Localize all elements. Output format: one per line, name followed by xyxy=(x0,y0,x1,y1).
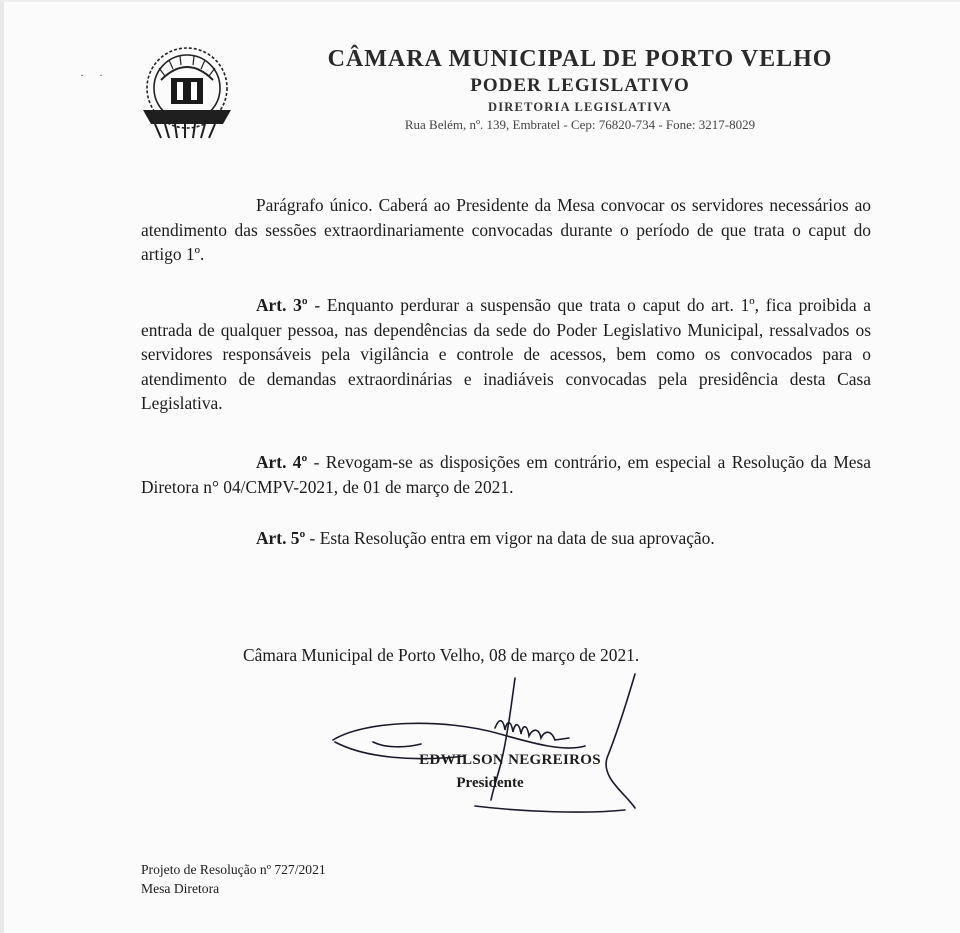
article-3 xyxy=(141,293,871,416)
article-3-text: - Enquanto perdurar a suspensão que trata o caput do art. 1º, fica proibida a entrada de qualquer pessoa, nas dependências da sede do Poder Legislativo Municipal, ressalvados os servidores responsáveis pela vigilância e controle de acessos, bem como os convocados para o atendimento de demandas extraordinárias e inadiáveis convocadas pela presidência desta Casa Legislativa. xyxy=(141,295,872,414)
handwritten-signature xyxy=(325,668,655,818)
paragraph-single xyxy=(141,193,871,267)
resolution-project-number: Projeto de Resolução nº 727/2021 xyxy=(141,862,326,877)
article-5 xyxy=(141,526,871,551)
place-date-line: Câmara Municipal de Porto Velho, 08 de março de 2021. xyxy=(243,645,640,665)
article-5-text: - Esta Resolução entra em vigor na data de sua aprovação. xyxy=(305,528,715,548)
letterhead xyxy=(300,44,860,134)
chamber-seal-logo xyxy=(135,40,240,145)
paragraph-single-text: Parágrafo único. Caberá ao Presidente da Mesa convocar os servidores necessários ao atendimento das sessões extraordinariamente convocadas durante o período de que trata o caput do artigo 1º. xyxy=(141,195,871,265)
document-footer xyxy=(141,860,326,898)
signer-role: Presidente xyxy=(456,775,524,791)
scan-dots: · · xyxy=(80,68,109,82)
article-3-label: Art. 3º xyxy=(256,295,308,315)
branch-subtitle: PODER LEGISLATIVO xyxy=(470,75,690,96)
article-4-label: Art. 4º xyxy=(256,452,308,472)
address-line: Rua Belém, nº. 139, Embratel - Cep: 76820-734 - Fone: 3217-8029 xyxy=(404,117,756,132)
signer-name: EDWILSON NEGREIROS xyxy=(419,752,601,768)
article-5-label: Art. 5º xyxy=(256,528,306,548)
article-4 xyxy=(141,450,871,499)
directorate-label: DIRETORIA LEGISLATIVA xyxy=(488,100,672,114)
article-4-text: - Revogam-se as disposições em contrário, em especial a Resolução da Mesa Diretora n° 04/CMPV-2021, de 01 de março de 2021. xyxy=(141,452,871,497)
institution-title: CÂMARA MUNICIPAL DE PORTO VELHO xyxy=(327,46,833,72)
origin-label: Mesa Diretora xyxy=(141,881,220,896)
signer-block xyxy=(330,752,690,792)
